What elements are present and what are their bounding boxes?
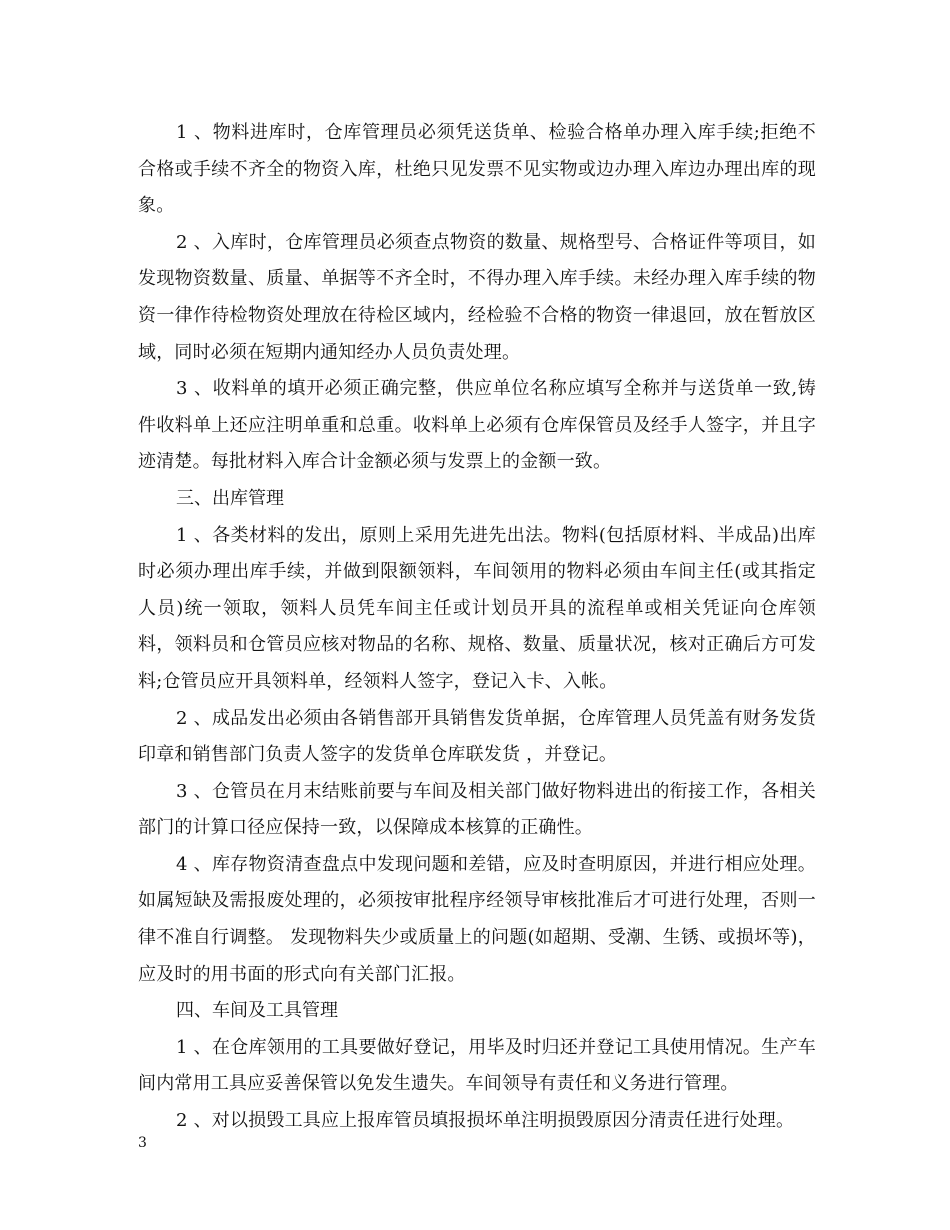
- paragraph-tool-registration: 1 、在仓库领用的工具要做好登记，用毕及时归还并登记工具使用情况。生产车间内常用工具应妥善保管以免发生遗失。车间领导有责任和义务进行管理。: [138, 1036, 816, 1095]
- page-number: 3: [138, 1135, 147, 1151]
- section-heading-workshop-tools: 四、车间及工具管理: [176, 1000, 338, 1022]
- section-heading-outbound: 三、出库管理: [176, 487, 284, 509]
- paragraph-receipt-form: 3 、收料单的填开必须正确完整，供应单位名称应填写全称并与送货单一致,铸件收料单上还应注明单重和总重。收料单上必须有仓库保管员及经手人签字，并且字迹清楚。每批材料入库合计金额必须与发票上的金额一致。: [138, 378, 816, 473]
- paragraph-inventory-check: 4 、库存物资清查盘点中发现问题和差错，应及时查明原因，并进行相应处理。如属短缺及需报废处理的，必须按审批程序经领导审核批准后才可进行处理，否则一律不准自行调整。 发现物料失少或质量上的问题(如超期、受潮、生锈、或损坏等)，应及时的用书面的形式向有关部门汇报。: [138, 853, 816, 985]
- paragraph-receiving-check: 2 、入库时，仓库管理员必须查点物资的数量、规格型号、合格证件等项目，如发现物资数量、质量、单据等不齐全时，不得办理入库手续。未经办理入库手续的物资一律作待检物资处理放在待检区域内，经检验不合格的物资一律退回，放在暂放区域，同时必须在短期内通知经办人员负责处理。: [138, 231, 816, 363]
- paragraph-receiving-documents: 1 、物料进库时，仓库管理员必须凭送货单、检验合格单办理入库手续;拒绝不合格或手续不齐全的物资入库，杜绝只见发票不见实物或边办理入库边办理出库的现象。: [138, 122, 816, 217]
- paragraph-month-end: 3 、仓管员在月末结账前要与车间及相关部门做好物料进出的衔接工作，各相关部门的计算口径应保持一致，以保障成本核算的正确性。: [138, 780, 816, 839]
- paragraph-finished-goods: 2 、成品发出必须由各销售部开具销售发货单据，仓库管理人员凭盖有财务发货印章和销售部门负责人签字的发货单仓库联发货 ，并登记。: [138, 707, 816, 766]
- paragraph-material-issue: 1 、各类材料的发出，原则上采用先进先出法。物料(包括原材料、半成品)出库时必须办理出库手续，并做到限额领料，车间领用的物料必须由车间主任(或其指定人员)统一领取，领料人员凭车间主任或计划员开具的流程单或相关凭证向仓库领料，领料员和仓管员应核对物品的名称、规格、数量、质量状况，核对正确后方可发料;仓管员应开具领料单，经领料人签字，登记入卡、入帐。: [138, 524, 816, 692]
- document-body: [138, 115, 816, 1140]
- paragraph-damaged-tools: 2 、对以损毁工具应上报库管员填报损坏单注明损毁原因分清责任进行处理。: [176, 1110, 795, 1132]
